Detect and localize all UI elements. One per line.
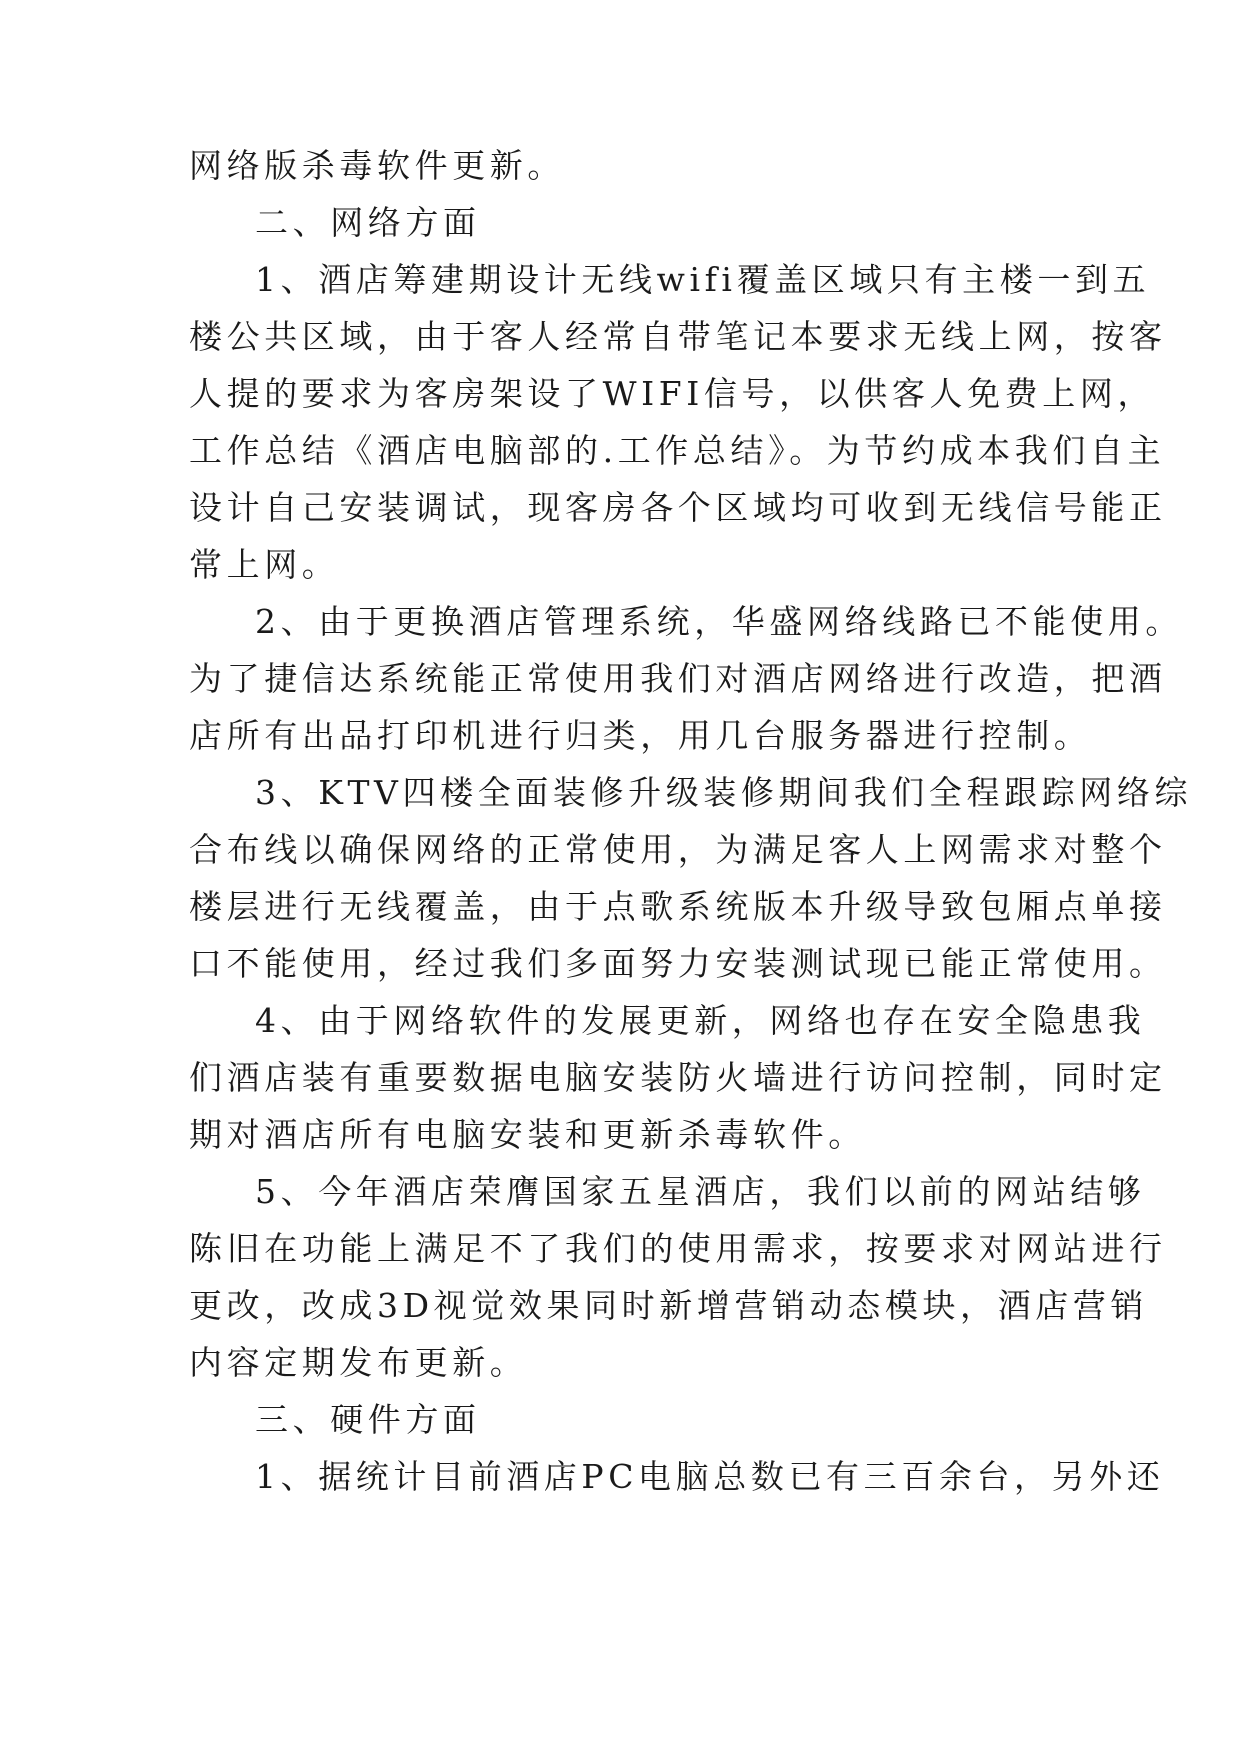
text-line: 1、据统计目前酒店PC电脑总数已有三百余台，另外还 xyxy=(255,1457,1165,1496)
text-line: 3、KTV四楼全面装修升级装修期间我们全程跟踪网络综 xyxy=(255,773,1193,812)
text-line: 楼公共区域，由于客人经常自带笔记本要求无线上网，按客 xyxy=(189,317,1167,356)
text-line: 5、今年酒店荣膺国家五星酒店，我们以前的网站结够 xyxy=(255,1172,1146,1211)
text-line: 期对酒店所有电脑安装和更新杀毒软件。 xyxy=(189,1115,866,1154)
text-line: 人提的要求为客房架设了WIFI信号，以供客人免费上网， xyxy=(189,374,1156,413)
text-line: 合布线以确保网络的正常使用，为满足客人上网需求对整个 xyxy=(189,830,1167,869)
text-line: 口不能使用，经过我们多面努力安装测试现已能正常使用。 xyxy=(189,944,1167,983)
text-line: 1、酒店筹建期设计无线wifi覆盖区域只有主楼一到五 xyxy=(255,260,1151,299)
text-line: 陈旧在功能上满足不了我们的使用需求，按要求对网站进行 xyxy=(189,1229,1167,1268)
text-line: 更改，改成3D视觉效果同时新增营销动态模块，酒店营销 xyxy=(189,1286,1149,1325)
text-line: 网络版杀毒软件更新。 xyxy=(189,146,565,185)
text-line: 楼层进行无线覆盖，由于点歌系统版本升级导致包厢点单接 xyxy=(189,887,1167,926)
text-line: 2、由于更换酒店管理系统，华盛网络线路已不能使用。 xyxy=(255,602,1183,641)
text-line: 常上网。 xyxy=(189,545,340,584)
text-line: 内容定期发布更新。 xyxy=(189,1343,528,1382)
section-heading: 三、硬件方面 xyxy=(255,1400,481,1439)
text-line: 店所有出品打印机进行归类，用几台服务器进行控制。 xyxy=(189,716,1092,755)
text-line: 工作总结《酒店电脑部的.工作总结》。为节约成本我们自主 xyxy=(189,431,1166,470)
text-line: 们酒店装有重要数据电脑安装防火墙进行访问控制，同时定 xyxy=(189,1058,1167,1097)
section-heading: 二、网络方面 xyxy=(255,203,481,242)
text-line: 为了捷信达系统能正常使用我们对酒店网络进行改造，把酒 xyxy=(189,659,1167,698)
text-line: 设计自己安装调试，现客房各个区域均可收到无线信号能正 xyxy=(189,488,1167,527)
text-line: 4、由于网络软件的发展更新，网络也存在安全隐患我 xyxy=(255,1001,1146,1040)
